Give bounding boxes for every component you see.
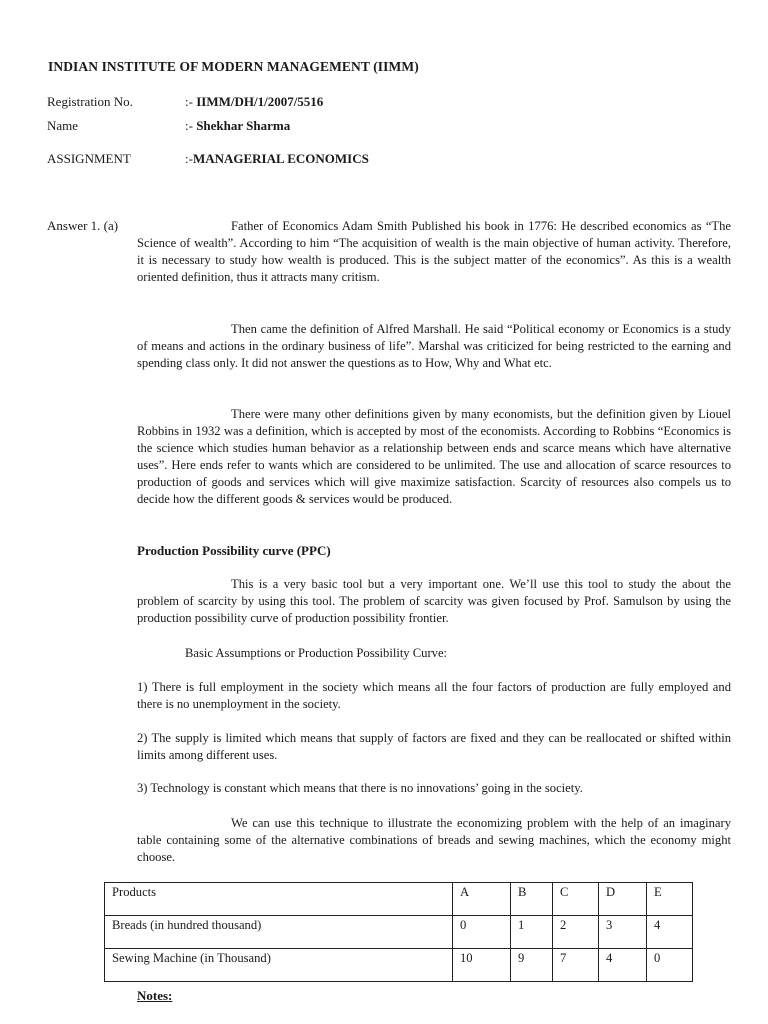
table-row (105, 916, 693, 949)
assignment-separator: :- (185, 151, 193, 166)
table-cell: Products (105, 883, 453, 916)
notes-heading: Notes: (137, 988, 173, 1003)
ppc-paragraph-1: This is a very basic tool but a very important one. We’ll use this tool to study the about the problem of scarcity by using this tool. The problem of scarcity was given focused by Prof. Samulson by using the production possibility curve of production possibility frontier. (137, 577, 731, 625)
answer-paragraph-3: There were many other definitions given by many economists, but the definition given by Liouel Robbins in 1932 was a definition, which is accepted by most of the economists. According to Robbins “Economics is the science which studies human behavior as a relationship between ends and scarce means which have alternative uses”. Here ends refer to wants which are considered to be unlimited. The use and allocation of scarce resources to production of goods and services which will give maximize satisfaction. Scarcity of resources also compels us to decide how the different goods & services would be produced. (137, 407, 731, 506)
table-cell: Sewing Machine (in Thousand) (105, 949, 453, 982)
table-row (105, 949, 693, 982)
assignment-label: ASSIGNMENT (47, 151, 131, 166)
answer-label: Answer 1. (a) (47, 218, 119, 233)
name-value (185, 118, 290, 134)
assumption-2: 2) The supply is limited which means that supply of factors are fixed and they can be reallocated or shifted within limits among different uses. (137, 731, 731, 762)
table-cell: D (599, 883, 647, 916)
table-cell: 7 (553, 949, 599, 982)
table-cell: 2 (553, 916, 599, 949)
table-cell: 10 (453, 949, 511, 982)
student-name: Shekhar Sharma (192, 118, 291, 133)
table-cell: 0 (647, 949, 693, 982)
table-cell: 9 (511, 949, 553, 982)
table-cell: B (511, 883, 553, 916)
registration-label: Registration No. (47, 94, 133, 109)
ppc-heading: Production Possibility curve (PPC) (137, 543, 331, 558)
assignment-value (185, 151, 369, 167)
table-cell: E (647, 883, 693, 916)
ppc-paragraph-2: We can use this technique to illustrate the economizing problem with the help of an imaginary table containing some of the alternative combinations of breads and sewing machines, which the economy might choose. (137, 816, 731, 864)
registration-value (185, 94, 323, 110)
name-label: Name (47, 118, 79, 133)
table-cell: 3 (599, 916, 647, 949)
assignment-subject: MANAGERIAL ECONOMICS (192, 151, 369, 166)
answer-paragraph-1: Father of Economics Adam Smith Published his book in 1776: He described economics as “The Science of wealth”. According to him “The acquisition of wealth is the main objective of human activity. Therefore, it is necessary to study how wealth is produced. This is the subject matter of the economics”. As this is a wealth oriented definition, thus it attracts many critism. (137, 219, 731, 284)
table-cell: 1 (511, 916, 553, 949)
table-header-row (105, 883, 693, 916)
table-cell: 4 (599, 949, 647, 982)
table-cell: 4 (647, 916, 693, 949)
assumption-1: 1) There is full employment in the society which means all the four factors of production are fully employed and there is no unemployment in the society. (137, 680, 731, 711)
registration-number: IIMM/DH/1/2007/5516 (192, 94, 324, 109)
table-cell: C (553, 883, 599, 916)
table-cell: A (453, 883, 511, 916)
name-separator: :- (185, 118, 193, 133)
table-cell: Breads (in hundred thousand) (105, 916, 453, 949)
institute-title: INDIAN INSTITUTE OF MODERN MANAGEMENT (IIMM) (48, 59, 419, 74)
assumptions-heading: Basic Assumptions or Production Possibility Curve: (185, 646, 448, 660)
registration-separator: :- (185, 94, 193, 109)
ppc-table (104, 882, 693, 982)
answer-paragraph-2: Then came the definition of Alfred Marshall. He said “Political economy or Economics is a study of means and actions in the ordinary business of life”. Marshal was criticized for being restricted to the earning and spending class only. It did not answer the questions as to How, Why and What etc. (137, 322, 731, 370)
table-cell: 0 (453, 916, 511, 949)
assumption-3: 3) Technology is constant which means that there is no innovations’ going in the society. (137, 781, 583, 795)
